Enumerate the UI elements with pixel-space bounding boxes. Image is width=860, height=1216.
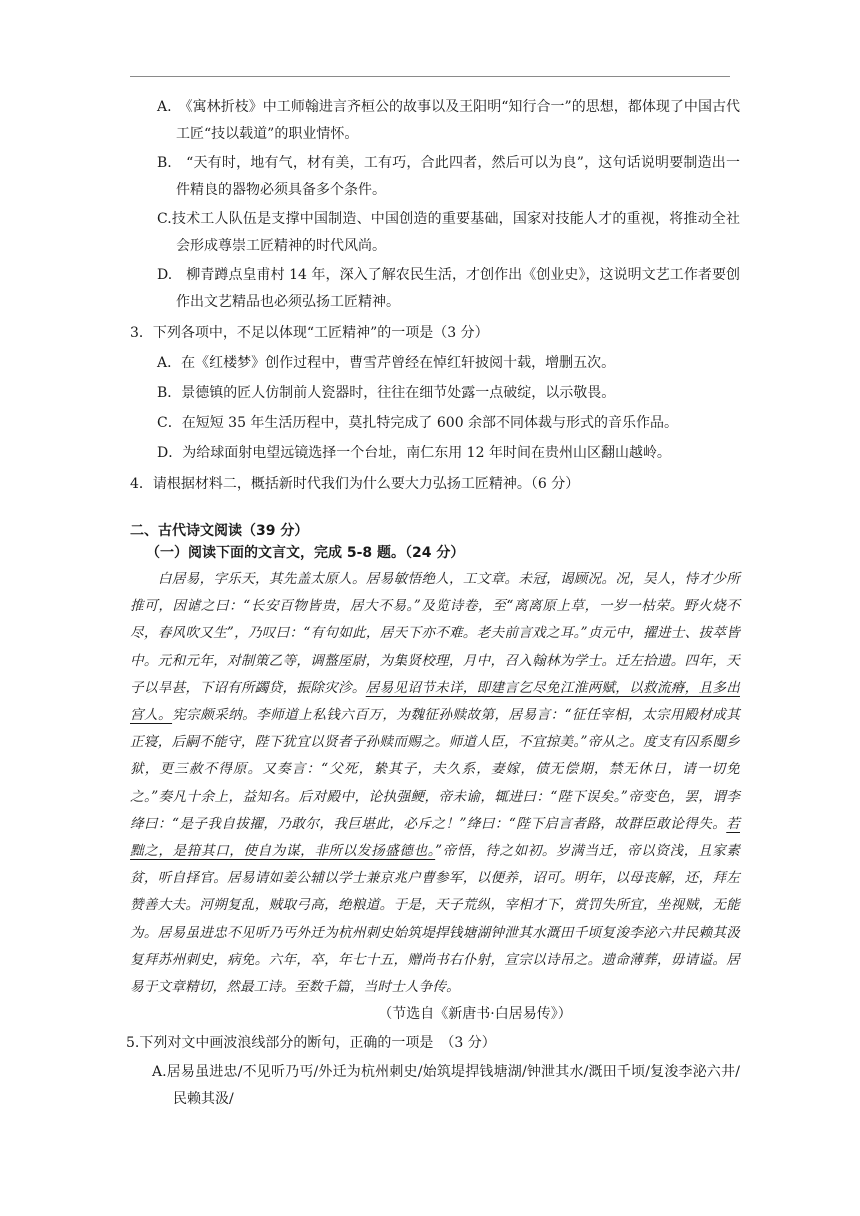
question-5-option-a: A.居易虽进忠/不见听乃丐/外迁为杭州刺史/始筑堤捍钱塘湖/钟泄其水/溉田千顷/复浚李泌六井/民赖其汲/ (152, 1064, 740, 1108)
option-a: A. 《寓林折枝》中工师翰进言齐桓公的故事以及王阳明“知行合一”的思想，都体现了中国古代工匠“技以载道”的职业情怀。 (157, 99, 741, 142)
underlined-sentence-1: 居易见诏节未详，即建言乞尽免江淮两赋，以救流瘠，且多出宫人。 (130, 679, 740, 724)
underlined-sentence-2: 若黜之，是箝其口，使自为谋，非所以发扬盛德也。 (130, 815, 740, 860)
option-d: D. 柳青蹲点皇甫村 14 年，深入了解农民生活，才创作出《创业史》，这说明文艺工作者要创作出文艺精品也必须弘扬工匠精神。 (157, 267, 741, 310)
question-4-stem: 4．请根据材料二，概括新时代我们为什么要大力弘扬工匠精神。（6 分） (130, 476, 580, 492)
question-3-option-d: D．为给球面射电望远镜选择一个台址，南仁东用 12 年时间在贵州山区翻山越岭。 (157, 445, 671, 461)
passage-source: （节选自《新唐书·白居易传》） (378, 1006, 572, 1023)
option-b: B. “天有时，地有气，材有美，工有巧，合此四者，然后可以为良”，这句话说明要制造出一件精良的器物必须具备多个条件。 (157, 155, 741, 198)
header-rule (130, 76, 730, 77)
document-body (126, 94, 741, 1113)
option-c: C.技术工人队伍是支撑中国制造、中国创造的重要基础，国家对技能人才的重视，将推动全社会形成尊崇工匠精神的时代风尚。 (157, 211, 740, 254)
passage-part-2: 宪宗颇采纳。李师道上私钱六百万，为魏征孙赎故第，居易言：“征任宰相，太宗用殿材成其正寝，后嗣不能守，陛下犹宜以贤者子孙赎而赐之。师道人臣，不宜掠美。”帝从之。度支有囚系閺乡狱，更三赦不得原。又奏言：“父死，絷其子，夫久系，妻嫁，债无偿期，禁无休日，请一切免之。”奏凡十余上，益知名。后对殿中，论执强鲠，帝未谕，辄进曰：“陛下误矣。”帝变色，罢，谓李绛曰：“是子我自拔擢，乃敢尔，我巨堪此，必斥之！”绛曰：“陛下启言者路，故群臣敢论得失。 (130, 707, 740, 832)
section-title: 二、古代诗文阅读（39 分） (130, 523, 309, 539)
section-subtitle: （一）阅读下面的文言文，完成 5-8 题。（24 分） (146, 545, 465, 561)
options-top (130, 94, 740, 316)
question-3-option-c: C．在短短 35 年生活历程中，莫扎特完成了 600 余部不同体裁与形式的音乐作品。 (157, 415, 679, 431)
question-3-stem: 3．下列各项中，不足以体现“工匠精神”的一项是（3 分） (130, 325, 489, 341)
question-3-option-b: B．景德镇的匠人仿制前人瓷器时，往往在细节处露一点破绽，以示敬畏。 (157, 385, 616, 401)
passage-part-3: ”帝悟，待之如初。岁满当迁，帝以资浅，且家素贫，听自择官。居易请如姜公辅以学士兼京兆户曹参军，以便养，诏可。明年，以母丧解，还，拜左赞善大夫。河朔复乱，贼取弓高，绝粮道。于是，天子荒纵，宰相才下，赏罚失所宜，坐视贼，无能为。居易虽进忠不见听乃丐外迁为杭州刺史始筑堤捍钱塘湖钟泄其水溉田千顷复浚李泌六井民赖其汲复拜苏州刺史，病免。六年，卒，年七十五，赠尚书右仆射，宣宗以诗吊之。遗命薄葬，毋请谥。居易于文章精切，然最工诗。至数千篇，当时士人争传。 (130, 843, 740, 996)
question-3-option-a: A．在《红楼梦》创作过程中，曹雪芹曾经在悼红轩披阅十载，增删五次。 (157, 355, 616, 371)
classical-passage (130, 566, 740, 1001)
passage-part-1: 白居易，字乐天，其先盖太原人。居易敏悟绝人，工文章。未冠，谒顾况。况，吴人，恃才少所推可，因谑之曰：“长安百物皆贵，居大不易。”及览诗卷，至“离离原上草，一岁一枯荣。野火烧不尽，春风吹又生”，乃叹曰：“有句如此，居天下亦不难。老夫前言戏之耳。”贞元中，擢进士、拔萃皆中。元和元年，对制策乙等，调盩厔尉，为集贤校理，月中，召入翰林为学士。迁左拾遗。四年，天子以旱甚，下诏有所蠲贷，振除灾沴。 (130, 571, 740, 696)
question-5-stem: 5.下列对文中画波浪线部分的断句，正确的一项是 （3 分） (126, 1035, 496, 1052)
